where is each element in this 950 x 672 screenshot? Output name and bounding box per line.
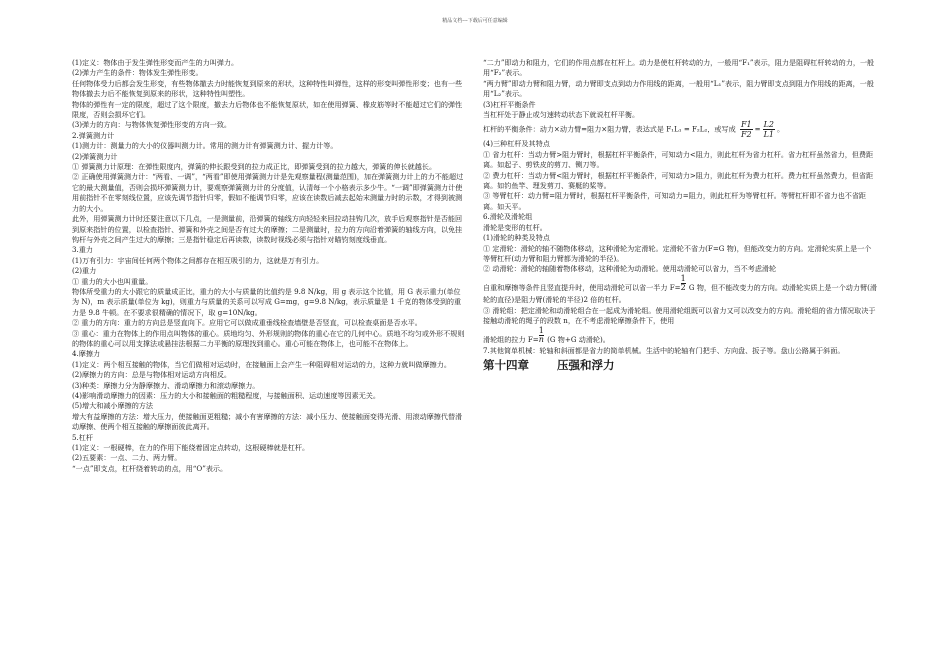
page-header: 精品文档---下载后可任意编辑	[442, 18, 508, 24]
paragraph: (2)重力	[72, 266, 97, 276]
paragraph: 滑轮是变形的杠杆。	[483, 222, 547, 232]
fraction-numerator: L2	[763, 120, 774, 130]
paragraph: “两力臂”即动力臂和阻力臂，动力臂即支点到动力作用线的距离，一般用“L₁”表示，阻力臂即支点到阻力作用线的距离，一般用“L₂”表示。	[483, 78, 874, 99]
right-column	[483, 58, 877, 373]
pulley-half-force	[483, 275, 877, 306]
paragraph: (4)三种杠杆及其特点	[483, 139, 550, 149]
fraction-one-over-n	[539, 327, 544, 344]
formula-prefix: 自重和摩擦等条件且竖直提升时，使用动滑轮可以省一半力 F=	[483, 282, 681, 292]
paragraph: (1)定义：一根硬棒，在力的作用下能绕着固定点转动，这根硬棒就是杠杆。	[72, 443, 310, 453]
formula-suffix: G 物，但不能改变力的方向。动滑轮实质上是一个动力臂(滑轮的直径)是阻力臂(滑轮的半径)2 倍的杠杆。	[483, 282, 877, 304]
paragraph: ② 重力的方向：重力的方向总是竖直向下。应用它可以做成重垂线检查墙壁是否竖直，可以检查桌面是否水平。	[72, 318, 422, 328]
chapter-heading	[483, 358, 877, 373]
formula-prefix: 滑轮组的拉力 F=	[483, 334, 539, 344]
formula-suffix: (G 物+G 动滑轮)。	[544, 334, 610, 344]
section-heading: 3.重力	[72, 245, 93, 255]
paragraph: ① 定滑轮：滑轮的轴不随物体移动，这种滑轮为定滑轮。定滑轮不省力(F=G 物)，但能改变力的方向。定滑轮实质上是一个等臂杠杆(动力臂和阻力臂都为滑轮的半径)。	[483, 243, 872, 263]
section-heading: 2.弹簧测力计	[72, 130, 115, 140]
paragraph: 增大有益摩擦的方法：增大压力，使接触面更粗糙；减小有害摩擦的方法：减小压力、使接触面变得光滑、用滚动摩擦代替滑动摩擦、使两个相互接触的摩擦面彼此离开。	[72, 411, 463, 432]
lever-balance-formula	[483, 120, 877, 139]
paragraph: (2)弹力产生的条件：物体发生弹性形变。	[72, 68, 203, 78]
fraction-half	[681, 275, 686, 292]
paragraph: (2)摩擦力的方向：总是与物体相对运动方向相反。	[72, 370, 232, 380]
fraction-numerator: 1	[680, 273, 686, 283]
paragraph: (3)种类：摩擦力分为静摩擦力、滑动摩擦力和滚动摩擦力。	[72, 380, 260, 390]
chapter-title: 压强和浮力	[557, 357, 615, 372]
fraction-denominator: n	[538, 334, 544, 344]
paragraph: 任何物体受力后都会发生形变，有些物体撤去力时能恢复到原来的形状，这种特性叫弹性，这样的形变叫弹性形变；也有一些物体撤去力后不能恢复到原来的形状，这种特性叫塑性。	[72, 78, 463, 99]
left-column	[72, 58, 466, 474]
paragraph: 7.其他简单机械：轮轴和斜面都是省力的简单机械。生活中的轮轴有门把手、方向盘、扳子等。盘山公路属于斜面。	[483, 345, 845, 355]
pulley-group-force	[483, 327, 877, 346]
formula-prefix: 杠杆的平衡条件：动力×动力臂=阻力×阻力臂，表达式是 F₁L₁ = F₂L₂，或写成	[483, 124, 736, 134]
chapter-number: 第十四章	[483, 357, 529, 372]
paragraph: ① 弹簧测力计原理：在弹性限度内，弹簧的伸长跟受到的拉力成正比，即弹簧受到的拉力越大，弹簧的伸长就越长。	[72, 162, 437, 172]
paragraph: 此外，用弹簧测力计时还要注意以下几点，一是测量前，沿弹簧的轴线方向轻轻来回拉动挂钩几次，放手后观察指针是否能回到原来指针的位置，以检查指针、弹簧和外壳之间是否有过大的摩擦；二是测量时，拉力的方向沿着弹簧的轴线方向，以免挂钩杆与外壳之间产生过大的摩擦；三是指针稳定后再读数，读数时视线必须与指针对瞄钧刻度线垂直。	[72, 214, 463, 244]
paragraph: (1)定义：两个相互接触的物体，当它们做相对运动时，在接触面上会产生一种阻碍相对运动的力，这种力就叫做摩擦力。	[72, 359, 451, 369]
fraction-denominator: 2	[680, 282, 686, 292]
paragraph: 物体所受重力的大小跟它的质量成正比，重力的大小与质量的比值约是 9.8 N/kg，用 g 表示这个比值，用 G 表示重力(单位为 N)，m 表示质量(单位为 kg)，则重力与质量的关系可以写成 G=mg，g=9.8 N/kg，表示质量是 1 千克的物体受到的重力是 9.8 牛顿。在不要求很精确的情况下，取 g=10N/kg。	[72, 286, 462, 317]
paragraph: ② 费力杠杆：当动力臂<阻力臂时，根据杠杆平衡条件，可知动力>阻力，则此杠杆为费力杠杆。费力杠杆虽然费力，但省距离。如钓鱼竿、理发剪刀、赛艇的桨等。	[483, 170, 874, 191]
fraction-denominator: F2	[740, 130, 752, 140]
paragraph: (5)增大和减小摩擦的方法	[72, 401, 153, 411]
paragraph: 物体的弹性有一定的限度，超过了这个限度，撤去力后物体也不能恢复原状，如在使用弹簧、橡皮筋等时不能超过它们的弹性限度，否则会损坏它们。	[72, 99, 463, 120]
section-heading: 4.摩擦力	[72, 349, 101, 359]
fraction-arm	[763, 120, 775, 139]
paragraph: ② 动滑轮：滑轮的轴随着物体移动，这种滑轮为动滑轮。使用动滑轮可以省力，当不考虑滑轮	[483, 264, 777, 274]
fraction-numerator: 1	[538, 325, 544, 335]
paragraph: (1)测力计：测量力的大小的仪器叫测力计。常用的测力计有弹簧测力计、握力计等。	[72, 141, 338, 151]
paragraph: ② 正确使用弹簧测力计：“两看、一调”，“两看”即使用弹簧测力计是先观察量程(测量范围)，加在弹簧测力计上的力不能超过它的最大测量值，否则会损坏弹簧测力计，要观察弹簧测力计的分度值，认清每一个小格表示多少牛。“一调”即弹簧测力计使用前指针不在零刻线位置，应该先调节指针归零，假如不能调节归零，应该在读数后减去起始末测量力时的示数，才得到被测力的大小。	[72, 172, 464, 213]
paragraph: “二力”即动力和阻力，它们的作用点都在杠杆上。动力是使杠杆转动的力，一般用“F₁”表示，阻力是阻碍杠杆转动的力，一般用“F₂”表示。	[483, 58, 875, 78]
paragraph: ① 重力的大小也叫重量。	[72, 276, 153, 286]
paragraph: ③ 滑轮组：把定滑轮和动滑轮组合在一起成为滑轮组。使用滑轮组既可以省力又可以改变力的方向。滑轮组的省力情况取决于接触动滑轮的绳子的段数 n，在不考虑滑轮摩擦条件下，使用	[483, 305, 876, 326]
paragraph: (3)弹力的方向：与物体恢复弹性形变的方向一致。	[72, 120, 232, 130]
fraction-force	[740, 120, 753, 139]
fraction-denominator: L1	[763, 130, 774, 140]
fraction-numerator: F1	[740, 120, 752, 130]
section-heading: 5.杠杆	[72, 432, 93, 442]
paragraph: 当杠杆处于静止或匀速转动状态下就说杠杆平衡。	[483, 110, 640, 120]
section-heading: 6.滑轮及滑轮组	[483, 212, 533, 222]
paragraph: (1)定义：物体由于发生弹性形变而产生的力叫弹力。	[72, 58, 239, 67]
paragraph: (3)杠杆平衡条件	[483, 99, 536, 109]
paragraph: (1)万有引力：宇宙间任何两个物体之间都存在相互吸引的力，这就是万有引力。	[72, 255, 324, 265]
paragraph: ③ 等臂杠杆：动力臂=阻力臂时，根据杠杆平衡条件，可知动力=阻力，则此杠杆为等臂杠杆。等臂杠杆即不省力也不省距离。如天平。	[483, 191, 867, 211]
paragraph: (4)影响滑动摩擦力的因素：压力的大小和接触面的粗糙程度，与接触面积、运动速度等因素无关。	[72, 391, 380, 400]
formula-suffix: 。	[776, 124, 785, 134]
paragraph: (2)弹簧测力计	[72, 151, 118, 161]
paragraph: (1)滑轮的种类及特点	[483, 233, 550, 243]
paragraph: ③ 重心：重力在物体上的作用点叫物体的重心。质地均匀、外形规则的物体的重心在它的几何中心。质地不均匀或外形不规则的物体的重心可以用支撑法或悬挂法根据二力平衡的原理找到重心。重心可能在物体上，也可能不在物体上。	[72, 328, 465, 348]
paragraph: ① 省力杠杆：当动力臂>阻力臂时，根据杠杆平衡条件，可知动力<阻力，则此杠杆为省力杠杆。省力杠杆虽然省力，但费距离。如起子、剪铁皮的剪刀、铡刀等。	[483, 149, 874, 170]
paragraph: “一点”即支点，杠杆绕着转动的点，用“O”表示。	[72, 463, 228, 473]
equals-sign: =	[754, 124, 761, 134]
paragraph: (2)五要素：一点、二力、两力臂。	[72, 453, 182, 463]
